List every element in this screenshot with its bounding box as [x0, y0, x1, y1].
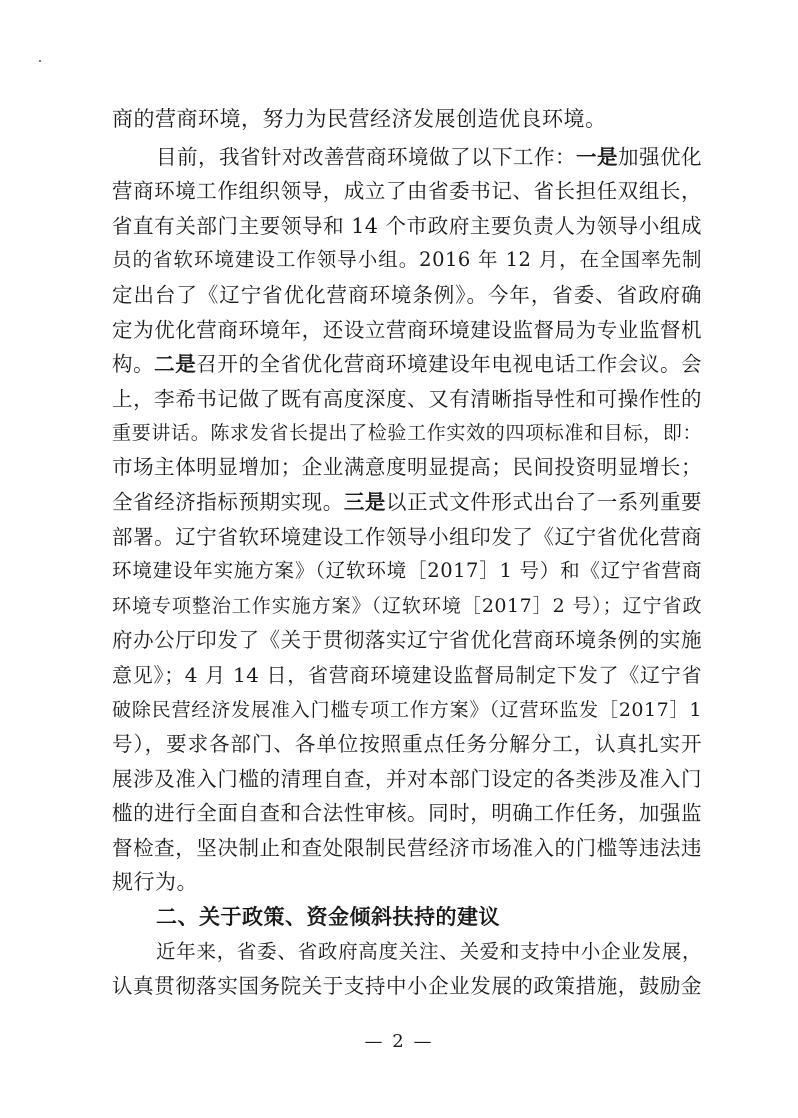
paragraph-line: 环境专项整治工作实施方案》（辽软环境［2017］2 号）；辽宁省政 — [112, 595, 702, 617]
paragraph-line: 规行为。 — [112, 870, 198, 894]
scan-speck — [39, 60, 41, 62]
paragraph-line: 全省经济指标预期实现。三是以正式文件形式出台了一系列重要 — [112, 490, 703, 514]
paragraph-line: 营商环境工作组织领导，成立了由省委书记、省长担任双组长， — [112, 179, 702, 203]
paragraph-line: 重要讲话。陈求发省长提出了检验工作实效的四项标准和目标，即： — [112, 422, 702, 444]
section-heading: 二、关于政策、资金倾斜扶持的建议 — [156, 905, 500, 929]
page-number: — 2 — — [364, 1031, 434, 1052]
paragraph-line: 商的营商环境，努力为民营经济发展创造优良环境。 — [112, 107, 607, 131]
paragraph-line: 意见》；4 月 14 日，省营商环境建设监督局制定下发了《辽宁省 — [112, 663, 702, 687]
paragraph-line: 号），要求各部门、各单位按照重点任务分解分工，认真扎实开 — [112, 732, 702, 756]
emphasis-text: 二是 — [154, 352, 197, 376]
paragraph-line: 环境建设年实施方案》（辽软环境［2017］1 号）和《辽宁省营商 — [112, 559, 702, 582]
paragraph-line: 上，李希书记做了既有高度深度、又有清晰指导性和可操作性的 — [112, 387, 702, 411]
paragraph-line: 员的省软环境建设工作领导小组。2016 年 12 月，在全国率先制 — [112, 248, 702, 271]
paragraph-line: 部署。辽宁省软环境建设工作领导小组印发了《辽宁省优化营商 — [112, 525, 702, 549]
emphasis-text: 三是 — [343, 490, 386, 514]
paragraph-line: 槛的进行全面自查和合法性审核。同时，明确工作任务，加强监 — [112, 801, 702, 825]
paragraph-line: 目前，我省针对改善营商环境做了以下工作：一是加强优化 — [156, 145, 702, 169]
paragraph-line: 破除民营经济发展准入门槛专项工作方案》（辽营环监发［2017］1 — [112, 699, 702, 721]
emphasis-text: 一是 — [576, 145, 618, 169]
paragraph-line: 认真贯彻落实国务院关于支持中小企业发展的政策措施，鼓励金 — [112, 974, 702, 998]
paragraph-line: 近年来，省委、省政府高度关注、关爱和支持中小企业发展， — [156, 940, 702, 963]
paragraph-line: 市场主体明显增加；企业满意度明显提高；民间投资明显增长； — [112, 455, 702, 479]
paragraph-line: 定出台了《辽宁省优化营商环境条例》。今年，省委、省政府确 — [112, 283, 702, 307]
paragraph-line: 督检查，坚决制止和查处限制民营经济市场准入的门槛等违法违 — [112, 836, 702, 860]
paragraph-line: 省直有关部门主要领导和 14 个市政府主要负责人为领导小组成 — [112, 214, 702, 238]
paragraph-line: 构。二是召开的全省优化营商环境建设年电视电话工作会议。会 — [112, 352, 703, 376]
paragraph-line: 定为优化营商环境年，还设立营商环境建设监督局为专业监督机 — [112, 318, 702, 342]
paragraph-line: 府办公厅印发了《关于贯彻落实辽宁省优化营商环境条例的实施 — [112, 628, 702, 652]
paragraph-line: 展涉及准入门槛的清理自查，并对本部门设定的各类涉及准入门 — [112, 767, 702, 791]
